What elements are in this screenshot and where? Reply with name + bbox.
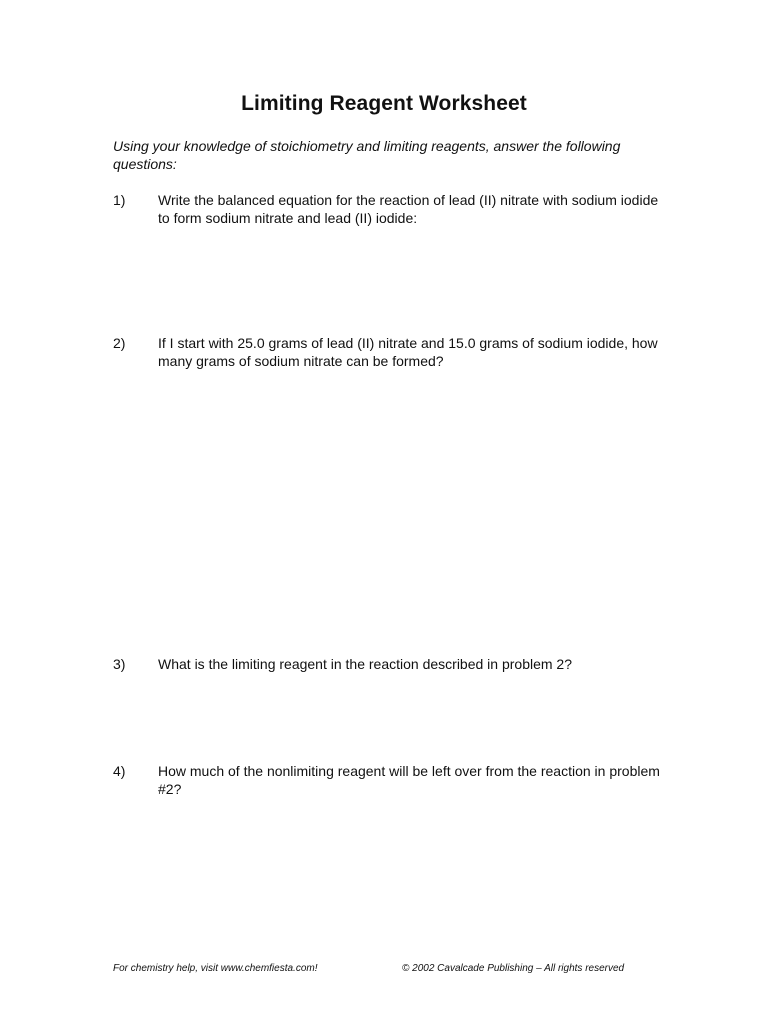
question-text: What is the limiting reagent in the reaction described in problem 2?: [158, 656, 572, 672]
question-text: Write the balanced equation for the reaction of lead (II) nitrate with sodium iodide to form sodium nitrate and lead (II) iodide:: [158, 192, 659, 226]
question-text: If I start with 25.0 grams of lead (II) nitrate and 15.0 grams of sodium iodide, how many grams of sodium nitrate can be formed?: [158, 335, 658, 369]
question-text: How much of the nonlimiting reagent will be left over from the reaction in problem #2?: [158, 763, 660, 797]
footer-help-link-text: For chemistry help, visit www.chemfiesta.com!: [113, 963, 318, 974]
footer-copyright: © 2002 Cavalcade Publishing – All rights reserved: [402, 963, 625, 974]
page-title: Limiting Reagent Worksheet: [241, 92, 527, 115]
question-number: 1): [113, 192, 126, 208]
question-number: 4): [113, 763, 126, 779]
question-number: 3): [113, 656, 126, 672]
instructions: Using your knowledge of stoichiometry and limiting reagents, answer the following questions:: [113, 138, 621, 172]
question-number: 2): [113, 335, 126, 351]
